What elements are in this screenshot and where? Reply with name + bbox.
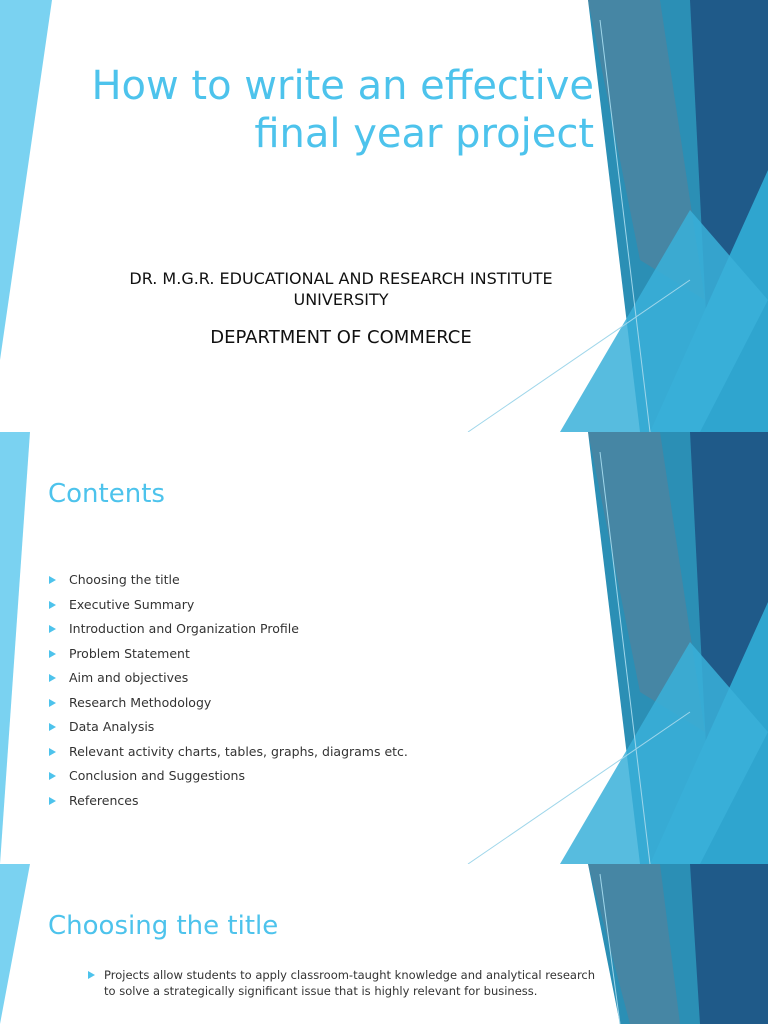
paragraph-line-1: Projects allow students to apply classroom-taught knowledge and analytical research bbox=[104, 968, 596, 982]
contents-list bbox=[48, 568, 408, 813]
decorative-shapes bbox=[0, 864, 768, 1024]
bullet-arrow-icon bbox=[49, 674, 56, 682]
choosing-title-heading: Choosing the title bbox=[48, 911, 279, 941]
bullet-arrow-icon bbox=[49, 625, 56, 633]
title-line-2: final year project bbox=[254, 111, 594, 157]
department-name: DEPARTMENT OF COMMERCE bbox=[210, 327, 472, 348]
bullet-arrow-icon bbox=[49, 772, 56, 780]
title-line-1: How to write an effective bbox=[91, 63, 594, 109]
bullet-arrow-icon bbox=[49, 797, 56, 805]
presentation-title bbox=[34, 62, 594, 158]
bullet-paragraph bbox=[86, 967, 624, 999]
slide-choosing-title bbox=[0, 864, 768, 1024]
list-item: Conclusion and Suggestions bbox=[48, 764, 408, 789]
list-item: Introduction and Organization Profile bbox=[48, 617, 408, 642]
bullet-arrow-icon bbox=[49, 650, 56, 658]
bullet-arrow-icon bbox=[49, 699, 56, 707]
bullet-arrow-icon bbox=[49, 723, 56, 731]
list-item: References bbox=[48, 789, 408, 814]
list-item: Problem Statement bbox=[48, 642, 408, 667]
bullet-arrow-icon bbox=[49, 576, 56, 584]
paragraph-line-2: to solve a strategically significant issue that is highly relevant for business. bbox=[104, 984, 538, 998]
institution-line-1: DR. M.G.R. EDUCATIONAL AND RESEARCH INSTITUTE bbox=[129, 269, 553, 288]
slide-title bbox=[0, 0, 768, 432]
list-item: Data Analysis bbox=[48, 715, 408, 740]
list-item: Executive Summary bbox=[48, 593, 408, 618]
list-item: Aim and objectives bbox=[48, 666, 408, 691]
slide-contents bbox=[0, 432, 768, 864]
institution-line-2: UNIVERSITY bbox=[293, 290, 389, 309]
institution-name bbox=[100, 268, 582, 310]
bullet-arrow-icon bbox=[49, 601, 56, 609]
list-item: Relevant activity charts, tables, graphs, diagrams etc. bbox=[48, 740, 408, 765]
contents-heading: Contents bbox=[48, 479, 165, 509]
bullet-arrow-icon bbox=[88, 971, 95, 979]
list-item: Choosing the title bbox=[48, 568, 408, 593]
bullet-arrow-icon bbox=[49, 748, 56, 756]
list-item: Research Methodology bbox=[48, 691, 408, 716]
